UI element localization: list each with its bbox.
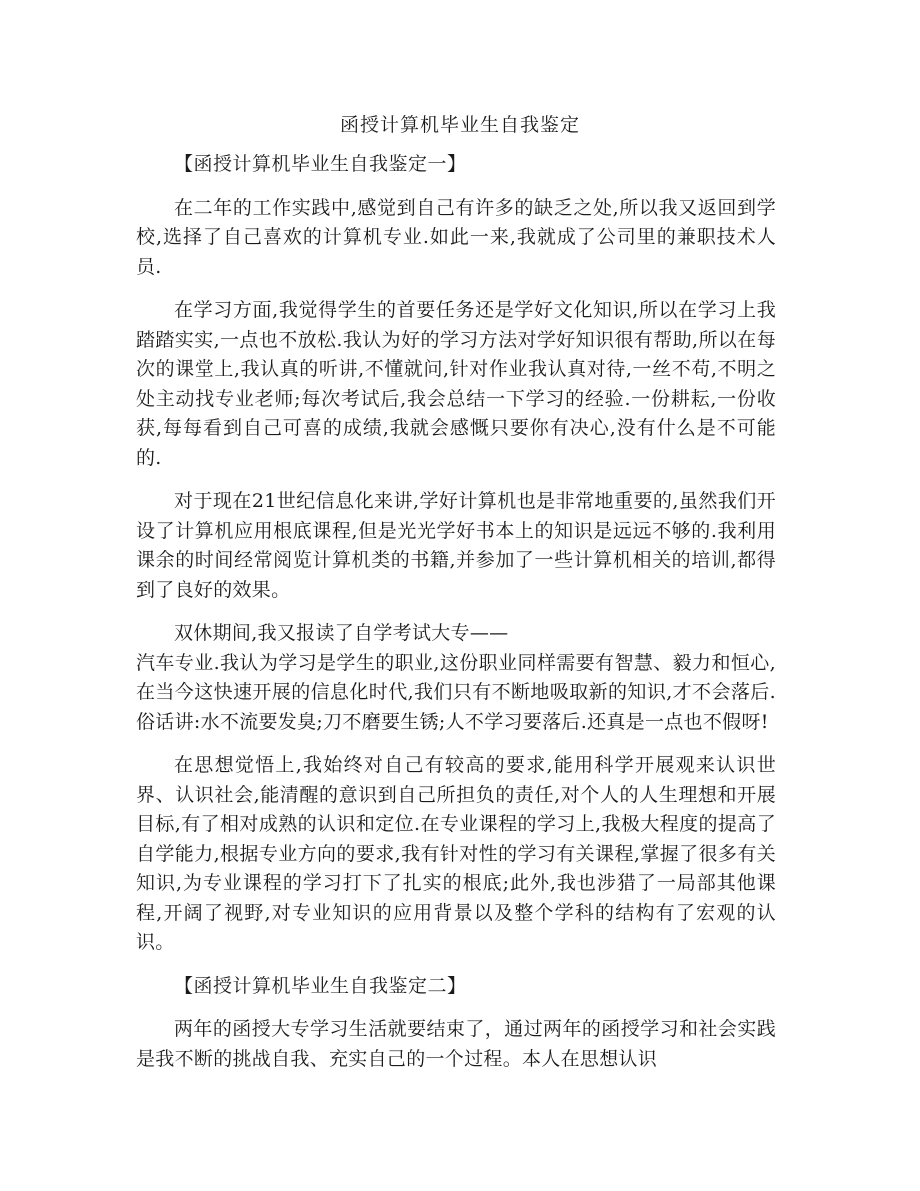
paragraph: 两年的函授大专学习生活就要结束了，通过两年的函授学习和社会实践是我不断的挑战自我、充实自己的一个过程。本人在思想认识 [136,1018,776,1070]
paragraph: 在二年的工作实践中,感觉到自己有许多的缺乏之处,所以我又返回到学校,选择了自己喜欢的计算机专业.如此一来,我就成了公司里的兼职技术人员. [136,196,776,278]
paragraph-split [136,619,776,737]
paragraph: 在思想觉悟上,我始终对自己有较高的要求,能用科学开展观来认识世界、认识社会,能清醒的意识到自己所担负的责任,对个人的人生理想和开展目标,有了相对成熟的认识和定位.在专业课程的学习上,我极大程度的提高了自学能力,根据专业方向的要求,我有针对性的学习有关课程,掌握了很多有关知识,为专业课程的学习打下了扎实的根底;此外,我也涉猎了一局部其他课程,开阔了视野,对专业知识的应用背景以及整个学科的结构有了宏观的认识。 [136,754,776,953]
paragraph: 在学习方面,我觉得学生的首要任务还是学好文化知识,所以在学习上我踏踏实实,一点也不放松.我认为好的学习方法对学好知识很有帮助,所以在每次的课堂上,我认真的听讲,不懂就问,针对作业我认真对待,一丝不苟,不明之处主动找专业老师;每次考试后,我会总结一下学习的经验.一份耕耘,一份收获,每每看到自己可喜的成绩,我就会感慨只要你有决心,没有什么是不可能的. [136,299,776,469]
section-heading-2: 【函授计算机毕业生自我鉴定二】 [174,974,467,997]
paragraph: 对于现在21世纪信息化来讲,学好计算机也是非常地重要的,虽然我们开设了计算机应用根底课程,但是光光学好书本上的知识是远远不够的.我利用课余的时间经常阅览计算机类的书籍,并参加了一些计算机相关的培训,都得到了良好的效果。 [136,490,776,601]
paragraph-continuation: 汽车专业.我认为学习是学生的职业,这份职业同样需要有智慧、毅力和恒心,在当今这快速开展的信息化时代,我们只有不断地吸取新的知识,才不会落后.俗话讲:水不流要发臭;刀不磨要生锈;人不学习要落后.还真是一点也不假呀! [136,651,776,733]
paragraph-first-line: 双休期间,我又报读了自学考试大专—— [174,622,509,644]
document-body [136,150,776,1088]
section-heading-1: 【函授计算机毕业生自我鉴定一】 [174,153,467,175]
document-title: 函授计算机毕业生自我鉴定 [339,114,580,136]
